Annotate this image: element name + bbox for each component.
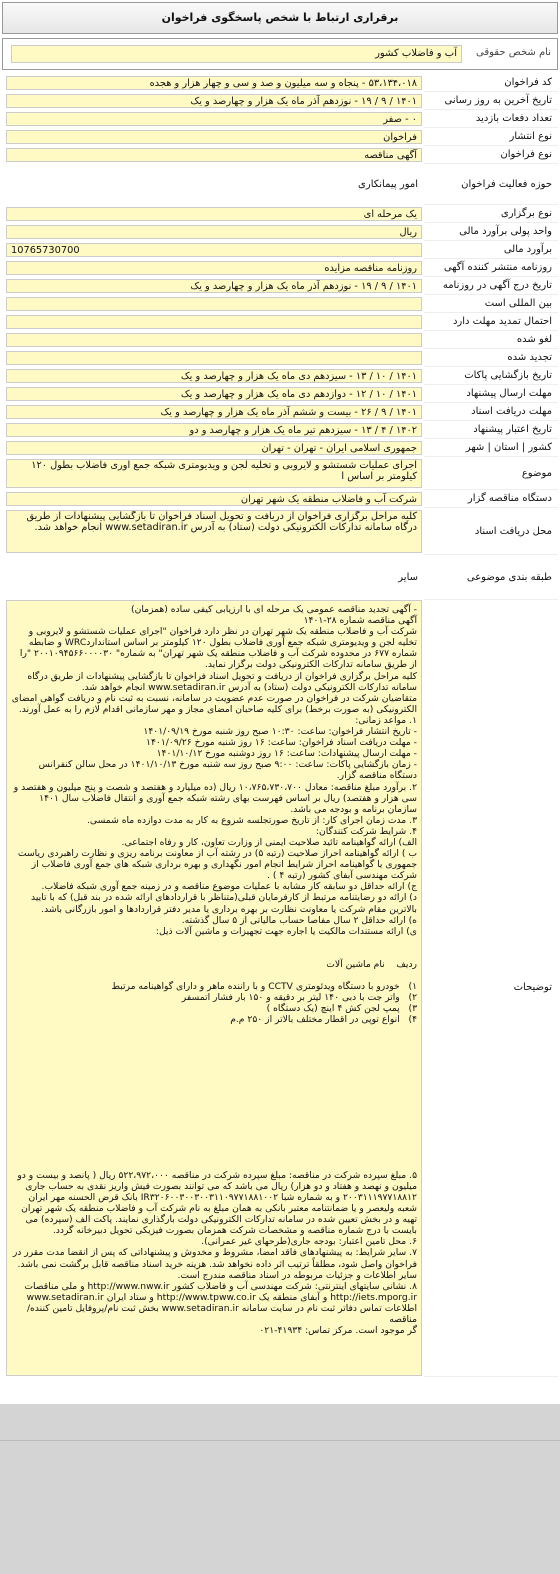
field-row [2,205,558,223]
notes-row [2,600,558,1377]
field-label: برآورد مالی [424,241,558,259]
field-value-cell [2,349,424,367]
field-label: دستگاه مناقصه گزار [424,490,558,508]
field-value: جمهوری اسلامی ایران - تهران - تهران [6,441,422,455]
field-row [2,508,558,555]
field-value: اجرای عملیات شستشو و لایروبی و تخلیه لجن و ویدیومتری شبکه جمع آوری فاضلاب بطول ۱۲۰ کیلومتر بر اساس ا [6,459,422,488]
field-value [6,297,422,311]
field-label: مهلت دریافت اسناد [424,403,558,421]
field-row [2,331,558,349]
field-value-cell [2,295,424,313]
field-value: ۱۴۰۲ / ۴ / ۱۳ - سیزدهم تیر ماه یک هزار و چهارصد و دو [6,423,422,437]
field-row [2,295,558,313]
field-row [2,241,558,259]
field-label: احتمال تمدید مهلت دارد [424,313,558,331]
field-label: محل دریافت اسناد [424,508,558,555]
contact-value: آب و فاضلاب کشور [11,45,462,63]
field-label: طبقه بندی موضوعی [424,555,558,600]
field-row [2,439,558,457]
field-value: ریال [6,225,422,239]
field-label: تاریخ درج آگهی در روزنامه [424,277,558,295]
page-header: برقراری ارتباط با شخص پاسخگوی فراخوان [2,2,558,34]
field-label: کشور | استان | شهر [424,439,558,457]
field-value-cell [2,110,424,128]
field-value: روزنامه مناقصه مزایده [6,261,422,275]
field-value-cell [2,205,424,223]
field-value-cell [2,277,424,295]
field-label: نوع انتشار [424,128,558,146]
field-label: حوزه فعالیت فراخوان [424,164,558,205]
field-value-cell [2,146,424,164]
field-value-cell [2,439,424,457]
field-row [2,110,558,128]
field-label: تاریخ اعتبار پیشنهاد [424,421,558,439]
field-value [6,351,422,365]
field-value-cell [2,313,424,331]
field-value: شرکت آب و فاضلاب منطقه یک شهر تهران [6,492,422,506]
field-row [2,367,558,385]
field-value: یک مرحله ای [6,207,422,221]
field-value-cell [2,128,424,146]
field-value-cell [2,367,424,385]
field-row [2,349,558,367]
field-value-cell [2,490,424,508]
field-row [2,385,558,403]
notes-text: - آگهی تجدید مناقصه عمومی یک مرحله ای با ارزیابی کیفی ساده (همزمان) آگهی مناقصه شماره ۲۸-۱۴۰۱ شرکت آب و فاضلاب منطقه یک شهر تهران در نظر دارد فراخوان "اجرای عملیات شستشو و لایروبی و تخلیه لجن و ویدیومتری شبکه جمع آوری فاضلاب بطول ۱۲۰ کیلومتر بر اساس استانداردWRC و ضابطه شماره ۶۷۷ در محدوده شرکت آب و فاضلاب منطقه یک شهر تهران" به شماره" ۲۰۰۱۰۹۴۵۶۶۰۰۰۰۳۰ "را از طریق سامانه تدارکات الکترونیکی دولت برگزار نماید. کلیه مراحل برگزاری فراخوان از دریافت و تحویل اسناد فراخوان تا بازگشایی پیشنهادات از طریق درگاه سامانه تدارکات الکترونیکی دولت (ستاد) به آدرس www.setadiran.ir انجام خواهد شد. متقاضیان شرکت در فراخوان در صورت عدم عضویت در سامانه، نسبت به ثبت نام و دریافت گواهی امضای الکترونیکی (به صورت برخط) برای کلیه صاحبان امضای مجاز و مهر سازمانی اقدام لازم را به عمل آورند. ۱. مواعد زمانی: - تاریخ انتشار فراخوان: ساعت: ۱۰:۳۰ صبح روز شنبه مورخ ۱۴۰۱/۰۹/۱۹ - مهلت دریافت اسناد فراخوان: ساعت: ۱۶ روز شنبه مورخ ۱۴۰۱/۰۹/۲۶ - مهلت ارسال پیشنهادات: ساعت: ۱۶ روز دوشنبه مورخ ۱۴۰۱/۱۰/۱۲ - زمان بازگشایی پاکات: ساعت: ۹:۰۰ صبح روز سه شنبه مورخ ۱۴۰۱/۱۰/۱۳ در محل سالن کنفرانس دستگاه مناقصه گزار. ۲. برآورد مبلغ مناقصه: معادل ۱۰،۷۶۵،۷۳۰،۷۰۰ ریال (ده میلیارد و هفتصد و شصت و پنج میلیون و هفتصد و سی هزار و هفتصد) ریال بر اساس فهرست بهای رشته شبکه جمع آوری و انتقال فاضلاب سال ۱۴۰۱ سازمان برنامه و بودجه می باشد. ۳. مدت زمان اجرای کار: از تاریخ صورتجلسه شروع به کار به مدت دوازده ماه شمسی. ۴. شرایط شرکت کنندگان: الف) ارائه گواهینامه تائید صلاحیت ایمنی از وزارت تعاون، کار و رفاه اجتماعی. ب ) ارائه گواهینامه احراز صلاحیت (رتبه ۵) در رشته آب از معاونت برنامه ریزی و نظارت راهبردی ریاست جمهوری یا گواهینامه احراز شرایط انجام امور نگهداری و بهره برداری شبکه های جمع آوری فاضلاب از شرکت مهندسی آبفای کشور (رتبه ۴ ) . ج) ارائه حداقل دو سابقه کار مشابه با عملیات موضوع مناقصه و در زمینه جمع آوری شبکه فاضلاب. د) ارائه دو رضایتنامه مرتبط از کارفرمایان قبلی(متناظر با قراردادهای ارائه شده در بند قبل) که با تایید بالاترین مقام شرکت یا معاونت نظارت بر بهره برداری یا مدیر دفتر قراردادها و امور بازرگانی باشد. ه) ارائه حداقل ۲ سال مفاصا حساب مالیاتی از ۵ سال گذشته. ی) ارائه مستندات مالکیت یا اجاره جهت تجهیزات و ماشین آلات ذیل: ردیف نام ماشین آلات ۱) خودرو با دستگاه ویدئومتری CCTV و با راننده ماهر و دارای گواهینامه مرتبط ۲) واتر جت با دبی ۱۴۰ لیتر بر دقیقه و ۱۵۰ بار فشار اتمسفر ۳) پمپ لجن کش ۴ اینچ (یک دستگاه ) ۴) انواع توپی در اقطار مختلف بالاتر از ۲۵۰ م.م ۵. مبلغ سپرده شرکت در مناقصه: مبلغ سپرده شرکت در مناقصه ۵۲۲،۹۷۲،۰۰۰ ریال ( پانصد و بیست و دو میلیون و نهصد و هفتاد و دو هزار) ریال می باشد که می توانند بصورت فیش واریز نقدی به حساب جاری ۲۰۰۳۱۱۱۹۷۷۱۸۸۱۲ و به شماره شبا IR۳۲۰۶۰۰۳۰۰۳۰۰۳۱۱۰۹۷۷۱۸۸۱۰۰۲ بانک قرض الحسنه مهر ایران شعبه ولیعصر و یا ضمانتنامه معتبر بانکی به همان مبلغ به نام شرکت آب و فاضلاب منطقه یک شهر تهران تهیه و در بخش تعیین شده در سامانه تدارکات الکترونیکی دولت بارگذاری نمایند. پاکت الف (سپرده) می بایست با درج شماره مناقصه و مشخصات شرکت همزمان بصورت فیزیکی تحویل دبیرخانه گردد. ۶. محل تامین اعتبار: بودجه جاری(طرحهای غیر عمرانی). ۷. سایر شرایط: به پیشنهادهای فاقد امضا، مشروط و مخدوش و پیشنهاداتی که پس از انقضا مدت مقرر در فراخوان واصل شود، مطلقاً ترتیب اثر داده نخواهد شد. هزینه خرید اسناد مناقصه قابل برگشت نمی باشد. سایر اطلاعات و جزئیات مربوطه در اسناد مناقصه مندرج است. ۸. نشانی سایتهای اینترنتی: شرکت مهندسی آب و فاضلاب کشور http://www.nww.ir و ملی مناقصات http://iets.mporg.ir و آبفای منطقه یک http://www.tpww.co.ir و ستاد ایران www.setadiran.ir اطلاعات تماس دفاتر ثبت نام در سایت سامانه www.setadiran.ir بخش ثبت نام/پروفایل تامین کننده/مناقصه گر موجود است. مرکز تماس: ۴۱۹۳۴-۰۲۱ [6,600,422,1376]
field-label: تعداد دفعات بازدید [424,110,558,128]
field-row [2,92,558,110]
field-value-cell [2,331,424,349]
field-row [2,555,558,600]
field-row [2,277,558,295]
field-value: ۱۴۰۱ / ۱۰ / ۱۳ - سیزدهم دی ماه یک هزار و چهارصد و یک [6,369,422,383]
field-value: فراخوان [6,130,422,144]
field-value: امور پیمانکاری [358,178,418,190]
field-row [2,490,558,508]
field-row [2,421,558,439]
field-label: بین المللی است [424,295,558,313]
field-label: تاریخ بازگشایی پاکات [424,367,558,385]
field-value-cell [2,508,424,555]
field-value: 10765730700 [6,243,422,257]
field-value: ۰ - صفر [6,112,422,126]
field-row [2,164,558,205]
field-value-cell [2,403,424,421]
field-value-cell [2,385,424,403]
field-label: نوع برگزاری [424,205,558,223]
notes-label: توضیحات [424,600,558,1377]
field-label: موضوع [424,457,558,490]
field-row [2,457,558,490]
field-value: ۱۴۰۱ / ۱۰ / ۱۲ - دوازدهم دی ماه یک هزار و چهارصد و یک [6,387,422,401]
field-value: سایر [398,571,418,583]
info-table [2,74,558,1377]
field-label: نوع فراخوان [424,146,558,164]
field-row [2,403,558,421]
field-value-cell [2,241,424,259]
field-label: روزنامه منتشر کننده آگهی [424,259,558,277]
field-value-cell [2,74,424,92]
field-value: ۱۴۰۱ / ۹ / ۱۹ - نوزدهم آذر ماه یک هزار و چهارصد و یک [6,279,422,293]
field-value-cell [2,223,424,241]
field-value: ۵۳،۱۳۴،۰۱۸ - پنجاه و سه میلیون و صد و سی و چهار هزار و هجده [6,76,422,90]
field-label: تجدید شده [424,349,558,367]
field-label: تاریخ آخرین به روز رسانی [424,92,558,110]
field-value-cell [2,555,424,600]
field-row [2,146,558,164]
field-row [2,74,558,92]
field-value-cell [2,92,424,110]
field-value [6,333,422,347]
field-row [2,259,558,277]
field-value-cell [2,457,424,490]
field-value-cell [2,259,424,277]
page-footer [0,1404,560,1574]
field-value: ۱۴۰۱ / ۹ / ۱۹ - نوزدهم آذر ماه یک هزار و چهارصد و یک [6,94,422,108]
field-row [2,313,558,331]
field-value [6,315,422,329]
field-value-cell [2,164,424,205]
field-value-cell [2,421,424,439]
field-row [2,128,558,146]
field-label: لغو شده [424,331,558,349]
field-label: کد فراخوان [424,74,558,92]
field-value: آگهی مناقصه [6,148,422,162]
field-row [2,223,558,241]
contact-label: نام شخص حقوقی [476,47,551,58]
field-value: ۱۴۰۱ / ۹ / ۲۶ - بیست و ششم آذر ماه یک هزار و چهارصد و یک [6,405,422,419]
field-label: واحد پولی برآورد مالی [424,223,558,241]
contact-box [2,38,558,70]
field-label: مهلت ارسال پیشنهاد [424,385,558,403]
field-value: کلیه مراحل برگزاری فراخوان از دریافت و تحویل اسناد فراخوان تا بازگشایی پیشنهادات از طریق درگاه سامانه تدارکات الکترونیکی دولت (ستاد) به آدرس www.setadiran.ir انجام خواهد شد. [6,510,422,553]
